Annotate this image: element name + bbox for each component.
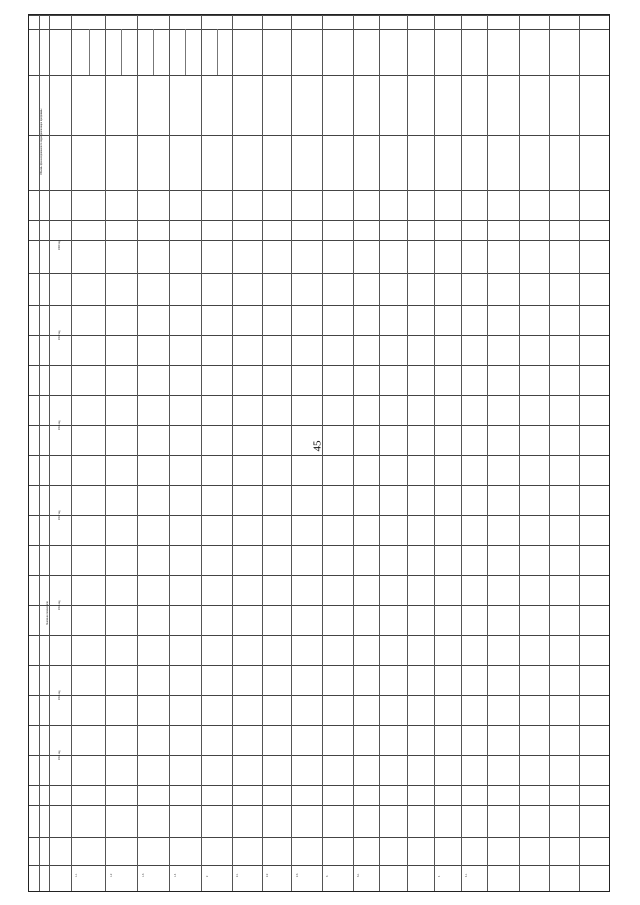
year-header: 2020 год (58, 240, 61, 250)
table-heading-left: Значение показателя (46, 601, 49, 625)
row-code: 3.1 (357, 873, 360, 877)
year-header: 2017 год (58, 510, 61, 520)
year-header: 2014 год (58, 750, 61, 760)
row-code: 2 (206, 875, 209, 877)
row-code: 1.1 (75, 873, 78, 877)
table-heading-right: Объемы финансирования по годам реализации программы (40, 108, 43, 175)
row-code: 2.2 (266, 873, 269, 877)
year-header: 2018 год (58, 420, 61, 430)
rotated-table (28, 14, 610, 892)
row-code: 4 (438, 875, 441, 877)
row-code: 3 (326, 875, 329, 877)
page-number: 45 (311, 440, 324, 452)
year-header: 2019 год (58, 330, 61, 340)
year-header: 2015 год (58, 690, 61, 700)
row-code: 1.2 (110, 873, 113, 877)
row-code: 2.1 (236, 873, 239, 877)
year-header: 2016 год (58, 600, 61, 610)
row-code: 4.1 (465, 873, 468, 877)
row-code: 1.3 (142, 873, 145, 877)
row-code: 1.4 (174, 873, 177, 877)
row-code: 2.3 (296, 873, 299, 877)
